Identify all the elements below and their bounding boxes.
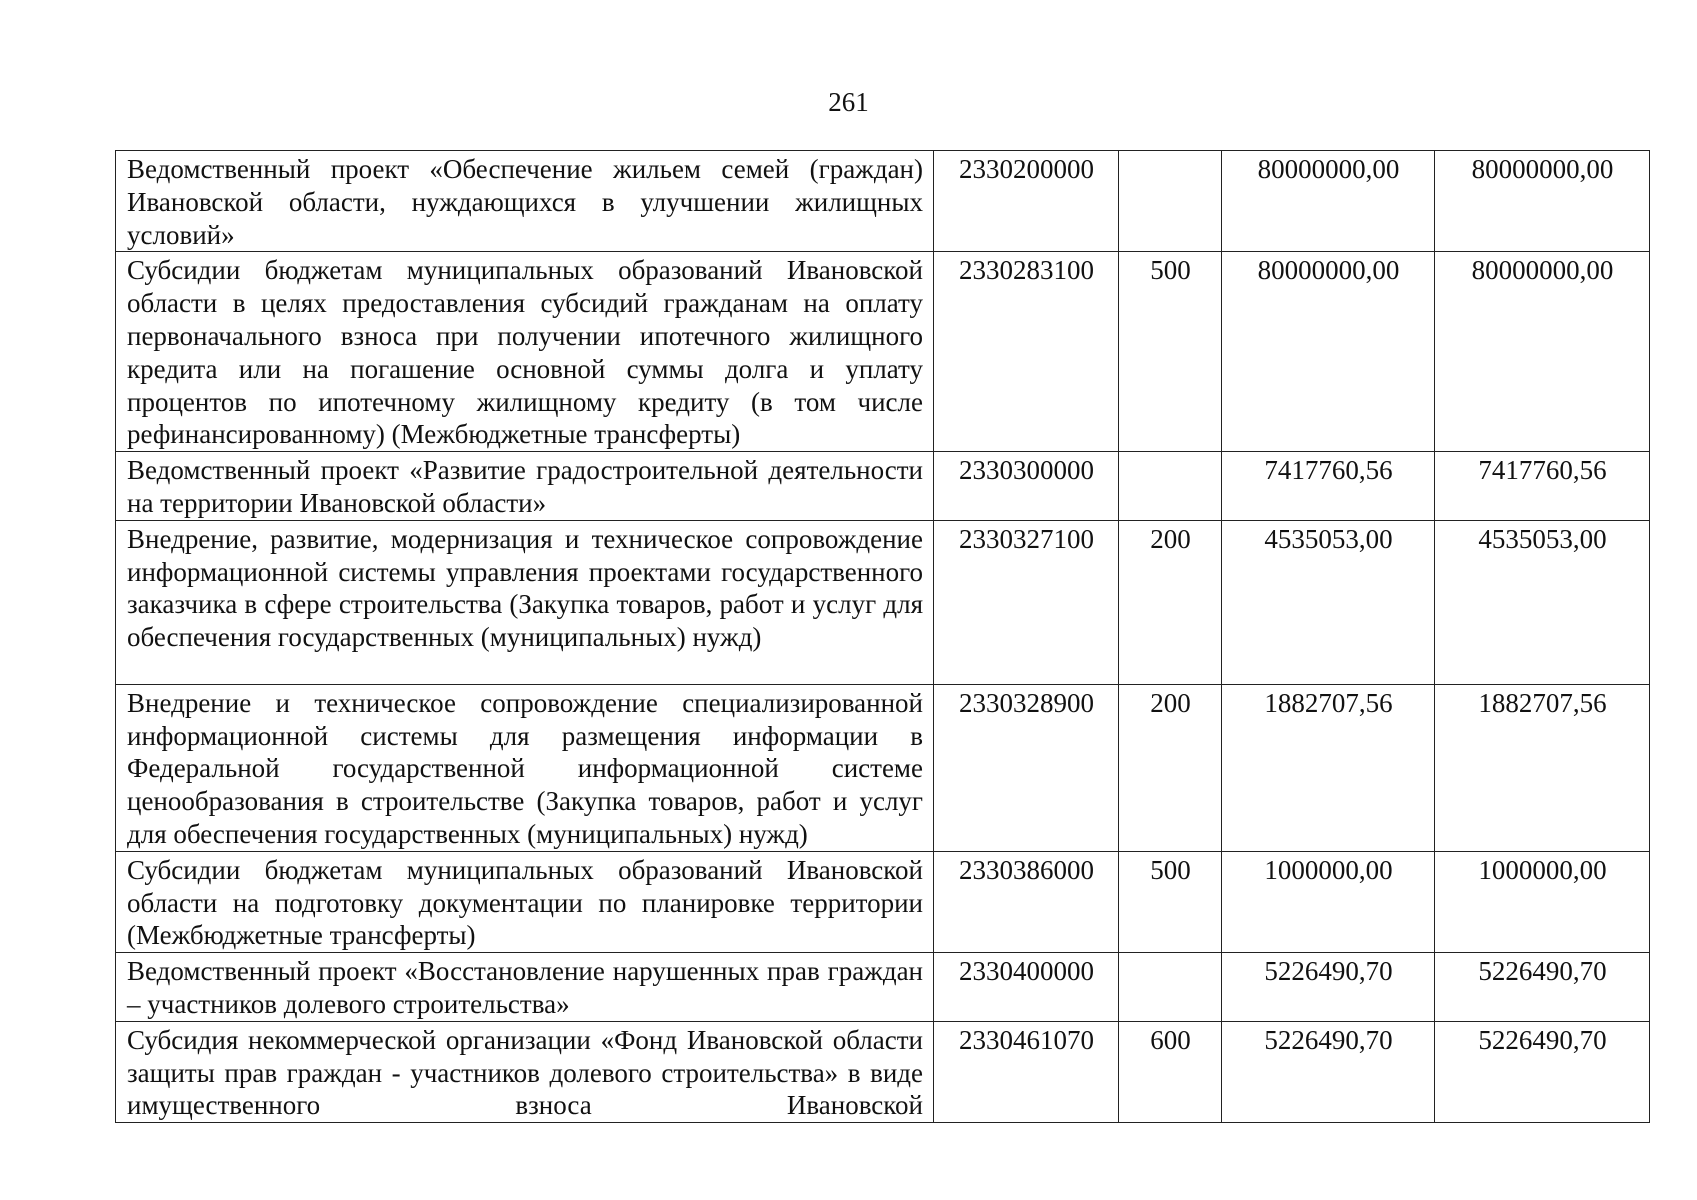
row-name: Внедрение, развитие, модернизация и техническое сопровождение информационной системы управления проектами государственного заказчика в сфере строительства (Закупка товаров, работ и услуг для обеспечения государственных (муниципальных) нужд) (116, 520, 934, 684)
row-code: 2330400000 (934, 953, 1119, 1022)
row-sum-2: 5226490,70 (1435, 1021, 1650, 1122)
row-sum-1: 80000000,00 (1222, 252, 1435, 452)
table-row (116, 684, 1650, 851)
row-code: 2330200000 (934, 151, 1119, 252)
page-number: 261 (828, 87, 869, 117)
row-sum-1: 5226490,70 (1222, 1021, 1435, 1122)
row-code: 2330300000 (934, 452, 1119, 521)
row-expense-type: 500 (1119, 851, 1222, 952)
row-sum-1: 80000000,00 (1222, 151, 1435, 252)
row-sum-2: 5226490,70 (1435, 953, 1650, 1022)
row-sum-1: 4535053,00 (1222, 520, 1435, 684)
table-row (116, 1021, 1650, 1122)
row-expense-type: 200 (1119, 520, 1222, 684)
row-name: Ведомственный проект «Развитие градостроительной деятельности на территории Ивановской области» (116, 452, 934, 521)
table-row (116, 953, 1650, 1022)
row-name: Внедрение и техническое сопровождение специализированной информационной системы для размещения информации в Федеральной государственной информационной системе ценообразования в строительстве (Закупка товаров, работ и услуг для обеспечения государственных (муниципальных) нужд) (116, 684, 934, 851)
table-row (116, 252, 1650, 452)
row-code: 2330386000 (934, 851, 1119, 952)
row-code: 2330328900 (934, 684, 1119, 851)
budget-table (115, 150, 1650, 1123)
table-row (116, 520, 1650, 684)
row-name: Ведомственный проект «Восстановление нарушенных прав граждан – участников долевого строительства» (116, 953, 934, 1022)
row-sum-2: 1000000,00 (1435, 851, 1650, 952)
row-name: Субсидии бюджетам муниципальных образований Ивановской области на подготовку документации по планировке территории (Межбюджетные трансферты) (116, 851, 934, 952)
table-row (116, 452, 1650, 521)
row-expense-type (1119, 151, 1222, 252)
row-expense-type (1119, 953, 1222, 1022)
row-name: Субсидии бюджетам муниципальных образований Ивановской области в целях предоставления субсидий гражданам на оплату первоначального взноса при получении ипотечного жилищного кредита или на погашение основной суммы долга и уплату процентов по ипотечному жилищному кредиту (в том числе рефинансированному) (Межбюджетные трансферты) (116, 252, 934, 452)
row-name: Субсидия некоммерческой организации «Фонд Ивановской области защиты прав граждан - участников долевого строительства» в виде имущественного взноса Ивановской (116, 1021, 934, 1122)
row-expense-type: 200 (1119, 684, 1222, 851)
row-code: 2330327100 (934, 520, 1119, 684)
row-expense-type: 500 (1119, 252, 1222, 452)
row-expense-type (1119, 452, 1222, 521)
row-sum-1: 1000000,00 (1222, 851, 1435, 952)
row-sum-2: 80000000,00 (1435, 252, 1650, 452)
table-row (116, 151, 1650, 252)
row-sum-1: 1882707,56 (1222, 684, 1435, 851)
row-sum-2: 1882707,56 (1435, 684, 1650, 851)
row-expense-type: 600 (1119, 1021, 1222, 1122)
row-code: 2330461070 (934, 1021, 1119, 1122)
row-sum-1: 5226490,70 (1222, 953, 1435, 1022)
row-sum-2: 80000000,00 (1435, 151, 1650, 252)
row-sum-2: 4535053,00 (1435, 520, 1650, 684)
row-sum-1: 7417760,56 (1222, 452, 1435, 521)
row-code: 2330283100 (934, 252, 1119, 452)
row-name: Ведомственный проект «Обеспечение жильем семей (граждан) Ивановской области, нуждающихся в улучшении жилищных условий» (116, 151, 934, 252)
row-sum-2: 7417760,56 (1435, 452, 1650, 521)
table-row (116, 851, 1650, 952)
